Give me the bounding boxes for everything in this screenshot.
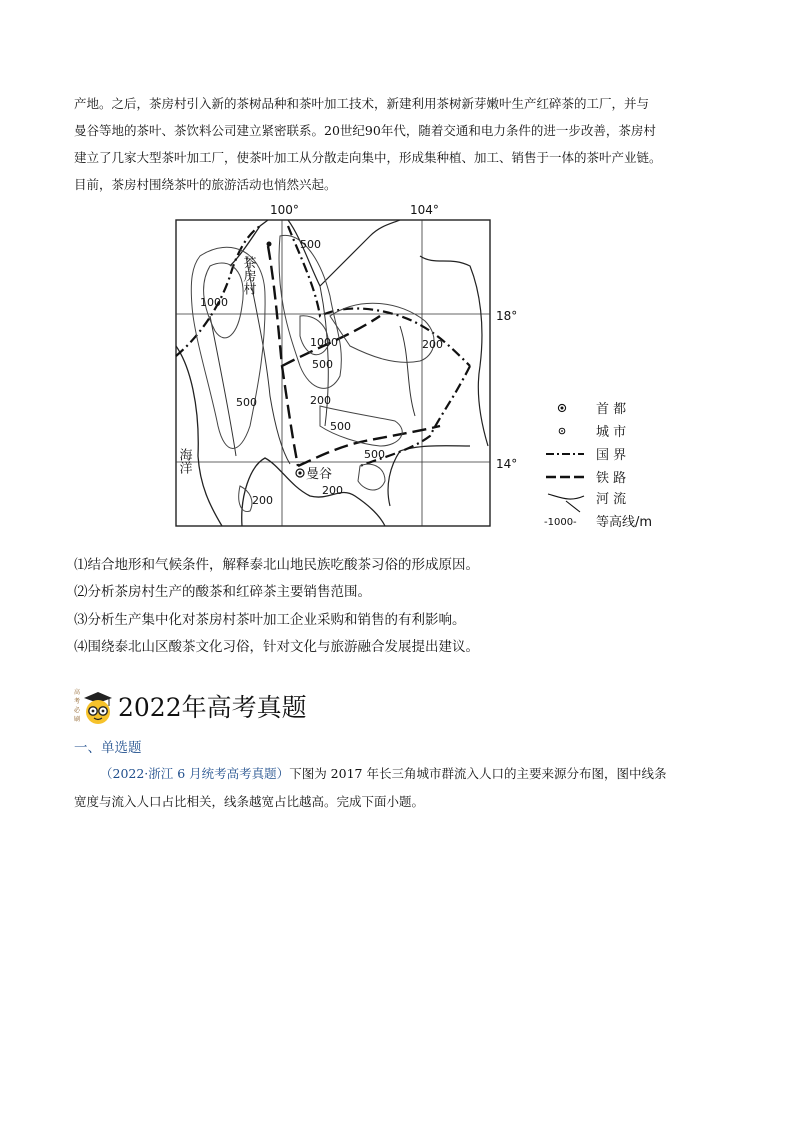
village-marker: [267, 242, 272, 247]
map-legend: [544, 401, 652, 530]
village-label: 茶房村: [240, 256, 256, 295]
svg-text:必: 必: [74, 707, 81, 714]
section-title: 2022年高考真题: [118, 693, 307, 722]
contour-label: 200: [310, 394, 331, 407]
contour-label: 200: [422, 338, 443, 351]
question-3: ⑶分析生产集中化对茶房村茶叶加工企业采购和销售的有利影响。: [74, 612, 466, 628]
coastline: [176, 220, 385, 526]
passage: [74, 90, 734, 198]
contour-label: 500: [300, 238, 321, 251]
legend-contour-label: 等高线/m: [596, 515, 653, 530]
svg-text:考: 考: [74, 698, 81, 705]
passage-line: 产地。之后，茶房村引入新的茶树品种和茶叶加工技术，新建利用茶树新芽嫩叶生产红碎茶的工厂，并与: [74, 96, 650, 111]
lat-label-18: 18°: [496, 309, 518, 323]
legend-border-label: 国 界: [596, 448, 627, 463]
intro-line-1-text: 下图为 2017 年长三角城市群流入人口的主要来源分布图，图中线条: [289, 766, 667, 781]
contour-label: 1000: [310, 336, 338, 349]
contour-200: [239, 303, 434, 511]
lat-label-14: 14°: [496, 457, 518, 471]
contour-label: 500: [330, 420, 351, 433]
question-intro: [74, 760, 734, 816]
svg-text:刷: 刷: [74, 716, 81, 723]
contour-label: 500: [364, 448, 385, 461]
map-frame: [176, 220, 490, 526]
question-2: ⑵分析茶房村生产的酸茶和红碎茶主要销售范围。: [74, 584, 371, 600]
lon-label-104: 104°: [410, 203, 439, 217]
legend-capital-icon-dot: [561, 407, 564, 410]
legend-river-icon: [548, 494, 584, 512]
intro-line-2: 宽度与流入人口占比相关，线条越宽占比越高。完成下面小题。: [74, 794, 425, 809]
question-1: ⑴结合地形和气候条件，解释泰北山地民族吃酸茶习俗的形成原因。: [74, 557, 479, 573]
legend-city-icon-dot: [561, 430, 563, 432]
legend-city-label: 城 市: [596, 425, 627, 440]
legend-contour-sample: -1000-: [544, 517, 577, 528]
passage-line: 建立了几家大型茶叶加工厂，使茶叶加工从分散走向集中，形成集种植、加工、销售于一体的茶叶产业链。: [74, 150, 662, 165]
railway-line: [268, 246, 440, 466]
svg-text:高: 高: [74, 689, 81, 696]
lon-label-100: 100°: [270, 203, 299, 217]
legend-capital-label: 首 都: [596, 402, 627, 417]
capital-label: 曼谷: [306, 467, 333, 482]
contour-label: 200: [322, 484, 343, 497]
capital-marker-inner: [298, 471, 301, 474]
section-subtitle: 一、单选题: [74, 740, 142, 756]
thailand-map: [170, 196, 670, 536]
passage-line: 曼谷等地的茶叶、茶饮料公司建立紧密联系。20世纪90年代，随着交通和电力条件的进一步改善，茶房村: [74, 123, 656, 138]
contour-500: [191, 235, 402, 448]
legend-railway-label: 铁 路: [596, 471, 627, 486]
sea-label: 海洋: [176, 448, 192, 474]
contour-label: 200: [252, 494, 273, 507]
legend-river-label: 河 流: [596, 492, 627, 507]
contour-label: 500: [236, 396, 257, 409]
contour-label: 1000: [200, 296, 228, 309]
question-4: ⑷围绕泰北山区酸茶文化习俗，针对文化与旅游融合发展提出建议。: [74, 639, 479, 655]
question-source: （2022·浙江 6 月统考高考真题）: [100, 766, 290, 781]
section-header: [74, 686, 307, 726]
contour-label: 500: [312, 358, 333, 371]
exam-logo-icon: [74, 686, 114, 726]
intro-line-1: [74, 760, 734, 788]
passage-line: 目前，茶房村围绕茶叶的旅游活动也悄然兴起。: [74, 177, 337, 192]
